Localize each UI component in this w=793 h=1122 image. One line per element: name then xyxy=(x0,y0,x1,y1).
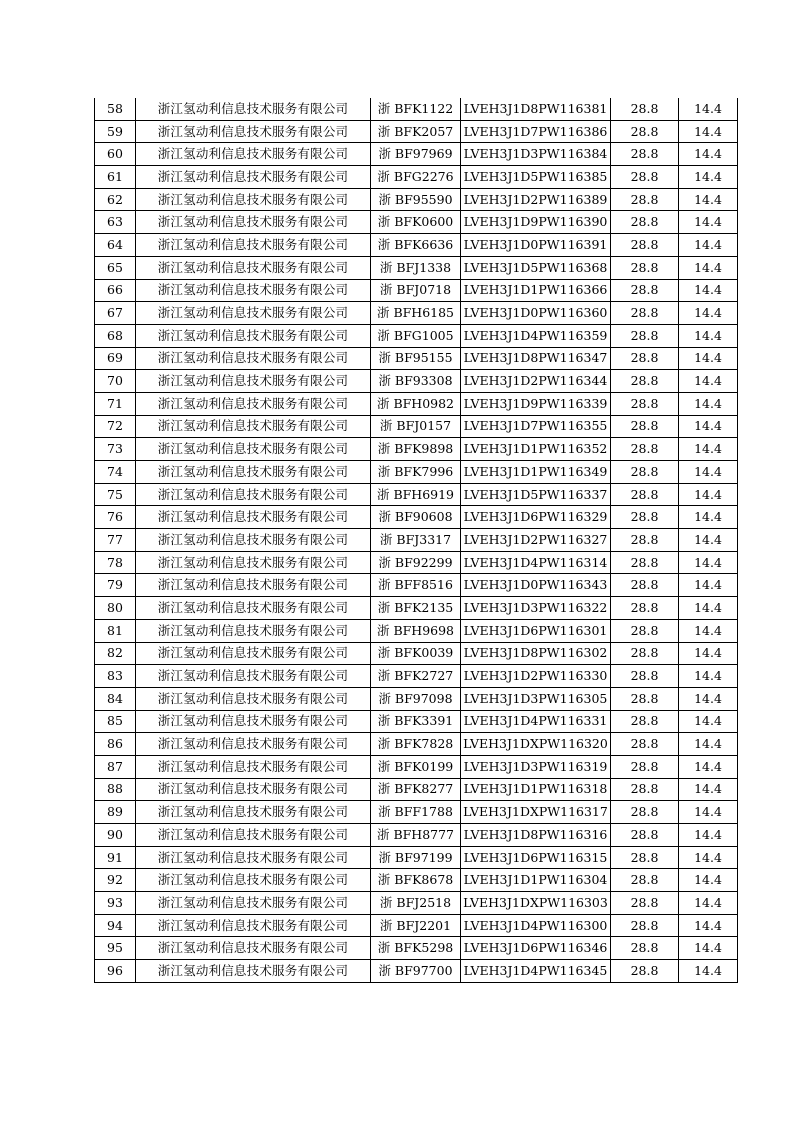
plate-number-cell: 浙 BF90608 xyxy=(371,506,461,529)
row-number-cell: 83 xyxy=(95,665,136,688)
row-number-cell: 89 xyxy=(95,801,136,824)
row-number-cell: 96 xyxy=(95,960,136,983)
table-row xyxy=(95,211,738,234)
value-b-cell: 14.4 xyxy=(679,960,738,983)
table-row xyxy=(95,166,738,189)
vin-cell: LVEH3J1D3PW116384 xyxy=(461,143,611,166)
company-name-cell: 浙江氢动利信息技术服务有限公司 xyxy=(136,415,371,438)
plate-number-cell: 浙 BFH9698 xyxy=(371,619,461,642)
value-a-cell: 28.8 xyxy=(611,166,679,189)
plate-number-cell: 浙 BFJ2201 xyxy=(371,914,461,937)
table-row xyxy=(95,392,738,415)
company-name-cell: 浙江氢动利信息技术服务有限公司 xyxy=(136,256,371,279)
vehicle-table-body xyxy=(95,98,738,982)
company-name-cell: 浙江氢动利信息技术服务有限公司 xyxy=(136,597,371,620)
value-b-cell: 14.4 xyxy=(679,483,738,506)
company-name-cell: 浙江氢动利信息技术服务有限公司 xyxy=(136,892,371,915)
value-a-cell: 28.8 xyxy=(611,551,679,574)
table-row xyxy=(95,438,738,461)
plate-number-cell: 浙 BFK2727 xyxy=(371,665,461,688)
vin-cell: LVEH3J1D2PW116389 xyxy=(461,188,611,211)
plate-number-cell: 浙 BFJ0718 xyxy=(371,279,461,302)
company-name-cell: 浙江氢动利信息技术服务有限公司 xyxy=(136,914,371,937)
row-number-cell: 75 xyxy=(95,483,136,506)
row-number-cell: 80 xyxy=(95,597,136,620)
company-name-cell: 浙江氢动利信息技术服务有限公司 xyxy=(136,665,371,688)
vin-cell: LVEH3J1DXPW116317 xyxy=(461,801,611,824)
company-name-cell: 浙江氢动利信息技术服务有限公司 xyxy=(136,755,371,778)
value-b-cell: 14.4 xyxy=(679,529,738,552)
company-name-cell: 浙江氢动利信息技术服务有限公司 xyxy=(136,551,371,574)
table-row xyxy=(95,778,738,801)
value-a-cell: 28.8 xyxy=(611,687,679,710)
vin-cell: LVEH3J1D8PW116316 xyxy=(461,824,611,847)
row-number-cell: 65 xyxy=(95,256,136,279)
table-row xyxy=(95,324,738,347)
plate-number-cell: 浙 BFK0600 xyxy=(371,211,461,234)
company-name-cell: 浙江氢动利信息技术服务有限公司 xyxy=(136,687,371,710)
company-name-cell: 浙江氢动利信息技术服务有限公司 xyxy=(136,392,371,415)
vin-cell: LVEH3J1D4PW116345 xyxy=(461,960,611,983)
value-b-cell: 14.4 xyxy=(679,892,738,915)
value-b-cell: 14.4 xyxy=(679,778,738,801)
table-row xyxy=(95,529,738,552)
row-number-cell: 61 xyxy=(95,166,136,189)
value-b-cell: 14.4 xyxy=(679,824,738,847)
row-number-cell: 85 xyxy=(95,710,136,733)
value-a-cell: 28.8 xyxy=(611,960,679,983)
value-b-cell: 14.4 xyxy=(679,370,738,393)
vin-cell: LVEH3J1D5PW116385 xyxy=(461,166,611,189)
value-a-cell: 28.8 xyxy=(611,392,679,415)
vin-cell: LVEH3J1D5PW116337 xyxy=(461,483,611,506)
plate-number-cell: 浙 BF92299 xyxy=(371,551,461,574)
value-b-cell: 14.4 xyxy=(679,801,738,824)
row-number-cell: 63 xyxy=(95,211,136,234)
table-row xyxy=(95,143,738,166)
value-a-cell: 28.8 xyxy=(611,143,679,166)
vin-cell: LVEH3J1D4PW116331 xyxy=(461,710,611,733)
vin-cell: LVEH3J1D0PW116360 xyxy=(461,302,611,325)
company-name-cell: 浙江氢动利信息技术服务有限公司 xyxy=(136,529,371,552)
company-name-cell: 浙江氢动利信息技术服务有限公司 xyxy=(136,347,371,370)
table-row xyxy=(95,733,738,756)
value-b-cell: 14.4 xyxy=(679,597,738,620)
row-number-cell: 95 xyxy=(95,937,136,960)
plate-number-cell: 浙 BFK7996 xyxy=(371,461,461,484)
table-row xyxy=(95,960,738,983)
value-a-cell: 28.8 xyxy=(611,415,679,438)
value-a-cell: 28.8 xyxy=(611,324,679,347)
value-a-cell: 28.8 xyxy=(611,892,679,915)
table-row xyxy=(95,347,738,370)
company-name-cell: 浙江氢动利信息技术服务有限公司 xyxy=(136,960,371,983)
vin-cell: LVEH3J1D0PW116391 xyxy=(461,234,611,257)
value-b-cell: 14.4 xyxy=(679,188,738,211)
value-a-cell: 28.8 xyxy=(611,619,679,642)
value-b-cell: 14.4 xyxy=(679,755,738,778)
table-row xyxy=(95,755,738,778)
company-name-cell: 浙江氢动利信息技术服务有限公司 xyxy=(136,234,371,257)
plate-number-cell: 浙 BFK0039 xyxy=(371,642,461,665)
vin-cell: LVEH3J1D6PW116315 xyxy=(461,846,611,869)
row-number-cell: 58 xyxy=(95,98,136,120)
vin-cell: LVEH3J1D6PW116329 xyxy=(461,506,611,529)
row-number-cell: 92 xyxy=(95,869,136,892)
vin-cell: LVEH3J1D0PW116343 xyxy=(461,574,611,597)
value-b-cell: 14.4 xyxy=(679,574,738,597)
company-name-cell: 浙江氢动利信息技术服务有限公司 xyxy=(136,506,371,529)
value-a-cell: 28.8 xyxy=(611,846,679,869)
row-number-cell: 77 xyxy=(95,529,136,552)
value-b-cell: 14.4 xyxy=(679,506,738,529)
row-number-cell: 71 xyxy=(95,392,136,415)
plate-number-cell: 浙 BFK8678 xyxy=(371,869,461,892)
table-row xyxy=(95,415,738,438)
row-number-cell: 67 xyxy=(95,302,136,325)
company-name-cell: 浙江氢动利信息技术服务有限公司 xyxy=(136,937,371,960)
vin-cell: LVEH3J1D1PW116304 xyxy=(461,869,611,892)
table-row xyxy=(95,892,738,915)
table-row xyxy=(95,687,738,710)
value-b-cell: 14.4 xyxy=(679,914,738,937)
value-a-cell: 28.8 xyxy=(611,120,679,143)
plate-number-cell: 浙 BFG2276 xyxy=(371,166,461,189)
value-a-cell: 28.8 xyxy=(611,302,679,325)
vin-cell: LVEH3J1D2PW116327 xyxy=(461,529,611,552)
vin-cell: LVEH3J1D4PW116300 xyxy=(461,914,611,937)
value-b-cell: 14.4 xyxy=(679,710,738,733)
table-row xyxy=(95,801,738,824)
value-a-cell: 28.8 xyxy=(611,438,679,461)
row-number-cell: 87 xyxy=(95,755,136,778)
row-number-cell: 62 xyxy=(95,188,136,211)
value-a-cell: 28.8 xyxy=(611,869,679,892)
company-name-cell: 浙江氢动利信息技术服务有限公司 xyxy=(136,574,371,597)
value-a-cell: 28.8 xyxy=(611,506,679,529)
plate-number-cell: 浙 BFF1788 xyxy=(371,801,461,824)
table-row xyxy=(95,665,738,688)
value-b-cell: 14.4 xyxy=(679,415,738,438)
table-row xyxy=(95,551,738,574)
company-name-cell: 浙江氢动利信息技术服务有限公司 xyxy=(136,211,371,234)
row-number-cell: 69 xyxy=(95,347,136,370)
vin-cell: LVEH3J1D7PW116386 xyxy=(461,120,611,143)
plate-number-cell: 浙 BF95155 xyxy=(371,347,461,370)
company-name-cell: 浙江氢动利信息技术服务有限公司 xyxy=(136,824,371,847)
value-b-cell: 14.4 xyxy=(679,461,738,484)
table-row xyxy=(95,461,738,484)
vin-cell: LVEH3J1D2PW116330 xyxy=(461,665,611,688)
value-b-cell: 14.4 xyxy=(679,166,738,189)
company-name-cell: 浙江氢动利信息技术服务有限公司 xyxy=(136,642,371,665)
vin-cell: LVEH3J1D4PW116359 xyxy=(461,324,611,347)
company-name-cell: 浙江氢动利信息技术服务有限公司 xyxy=(136,438,371,461)
value-b-cell: 14.4 xyxy=(679,234,738,257)
vin-cell: LVEH3J1DXPW116320 xyxy=(461,733,611,756)
table-row xyxy=(95,98,738,120)
value-b-cell: 14.4 xyxy=(679,211,738,234)
vin-cell: LVEH3J1D6PW116301 xyxy=(461,619,611,642)
row-number-cell: 70 xyxy=(95,370,136,393)
table-row xyxy=(95,234,738,257)
row-number-cell: 86 xyxy=(95,733,136,756)
vin-cell: LVEH3J1D1PW116366 xyxy=(461,279,611,302)
plate-number-cell: 浙 BFK2135 xyxy=(371,597,461,620)
table-row xyxy=(95,642,738,665)
value-b-cell: 14.4 xyxy=(679,302,738,325)
plate-number-cell: 浙 BFJ3317 xyxy=(371,529,461,552)
table-row xyxy=(95,574,738,597)
plate-number-cell: 浙 BFK8277 xyxy=(371,778,461,801)
vin-cell: LVEH3J1D3PW116305 xyxy=(461,687,611,710)
company-name-cell: 浙江氢动利信息技术服务有限公司 xyxy=(136,801,371,824)
vin-cell: LVEH3J1D4PW116314 xyxy=(461,551,611,574)
value-a-cell: 28.8 xyxy=(611,710,679,733)
company-name-cell: 浙江氢动利信息技术服务有限公司 xyxy=(136,619,371,642)
plate-number-cell: 浙 BFJ0157 xyxy=(371,415,461,438)
plate-number-cell: 浙 BF95590 xyxy=(371,188,461,211)
plate-number-cell: 浙 BFJ1338 xyxy=(371,256,461,279)
company-name-cell: 浙江氢动利信息技术服务有限公司 xyxy=(136,143,371,166)
row-number-cell: 91 xyxy=(95,846,136,869)
table-row xyxy=(95,279,738,302)
plate-number-cell: 浙 BF97199 xyxy=(371,846,461,869)
value-a-cell: 28.8 xyxy=(611,461,679,484)
vin-cell: LVEH3J1D8PW116347 xyxy=(461,347,611,370)
value-b-cell: 14.4 xyxy=(679,438,738,461)
company-name-cell: 浙江氢动利信息技术服务有限公司 xyxy=(136,869,371,892)
table-row xyxy=(95,619,738,642)
table-row xyxy=(95,370,738,393)
value-b-cell: 14.4 xyxy=(679,120,738,143)
value-b-cell: 14.4 xyxy=(679,256,738,279)
plate-number-cell: 浙 BFH6919 xyxy=(371,483,461,506)
plate-number-cell: 浙 BFK1122 xyxy=(371,98,461,120)
value-b-cell: 14.4 xyxy=(679,665,738,688)
value-b-cell: 14.4 xyxy=(679,98,738,120)
plate-number-cell: 浙 BF97969 xyxy=(371,143,461,166)
table-row xyxy=(95,846,738,869)
value-a-cell: 28.8 xyxy=(611,824,679,847)
table-row xyxy=(95,914,738,937)
value-a-cell: 28.8 xyxy=(611,370,679,393)
row-number-cell: 72 xyxy=(95,415,136,438)
value-a-cell: 28.8 xyxy=(611,733,679,756)
row-number-cell: 74 xyxy=(95,461,136,484)
value-b-cell: 14.4 xyxy=(679,869,738,892)
vin-cell: LVEH3J1D7PW116355 xyxy=(461,415,611,438)
value-b-cell: 14.4 xyxy=(679,347,738,370)
value-b-cell: 14.4 xyxy=(679,642,738,665)
company-name-cell: 浙江氢动利信息技术服务有限公司 xyxy=(136,461,371,484)
value-b-cell: 14.4 xyxy=(679,143,738,166)
vin-cell: LVEH3J1D1PW116352 xyxy=(461,438,611,461)
value-b-cell: 14.4 xyxy=(679,619,738,642)
row-number-cell: 94 xyxy=(95,914,136,937)
value-a-cell: 28.8 xyxy=(611,914,679,937)
vin-cell: LVEH3J1D1PW116318 xyxy=(461,778,611,801)
row-number-cell: 81 xyxy=(95,619,136,642)
plate-number-cell: 浙 BFK9898 xyxy=(371,438,461,461)
plate-number-cell: 浙 BFG1005 xyxy=(371,324,461,347)
row-number-cell: 82 xyxy=(95,642,136,665)
company-name-cell: 浙江氢动利信息技术服务有限公司 xyxy=(136,370,371,393)
vin-cell: LVEH3J1DXPW116303 xyxy=(461,892,611,915)
value-a-cell: 28.8 xyxy=(611,234,679,257)
row-number-cell: 76 xyxy=(95,506,136,529)
plate-number-cell: 浙 BFK2057 xyxy=(371,120,461,143)
vin-cell: LVEH3J1D3PW116322 xyxy=(461,597,611,620)
company-name-cell: 浙江氢动利信息技术服务有限公司 xyxy=(136,188,371,211)
plate-number-cell: 浙 BFK6636 xyxy=(371,234,461,257)
plate-number-cell: 浙 BF93308 xyxy=(371,370,461,393)
company-name-cell: 浙江氢动利信息技术服务有限公司 xyxy=(136,733,371,756)
company-name-cell: 浙江氢动利信息技术服务有限公司 xyxy=(136,279,371,302)
plate-number-cell: 浙 BFH6185 xyxy=(371,302,461,325)
plate-number-cell: 浙 BFH0982 xyxy=(371,392,461,415)
value-a-cell: 28.8 xyxy=(611,211,679,234)
row-number-cell: 93 xyxy=(95,892,136,915)
plate-number-cell: 浙 BFK3391 xyxy=(371,710,461,733)
plate-number-cell: 浙 BFF8516 xyxy=(371,574,461,597)
company-name-cell: 浙江氢动利信息技术服务有限公司 xyxy=(136,302,371,325)
value-b-cell: 14.4 xyxy=(679,279,738,302)
plate-number-cell: 浙 BFJ2518 xyxy=(371,892,461,915)
row-number-cell: 59 xyxy=(95,120,136,143)
value-b-cell: 14.4 xyxy=(679,937,738,960)
company-name-cell: 浙江氢动利信息技术服务有限公司 xyxy=(136,98,371,120)
value-a-cell: 28.8 xyxy=(611,279,679,302)
vin-cell: LVEH3J1D9PW116339 xyxy=(461,392,611,415)
row-number-cell: 68 xyxy=(95,324,136,347)
plate-number-cell: 浙 BFK0199 xyxy=(371,755,461,778)
plate-number-cell: 浙 BF97700 xyxy=(371,960,461,983)
value-a-cell: 28.8 xyxy=(611,188,679,211)
table-row xyxy=(95,824,738,847)
table-row xyxy=(95,506,738,529)
value-b-cell: 14.4 xyxy=(679,551,738,574)
company-name-cell: 浙江氢动利信息技术服务有限公司 xyxy=(136,778,371,801)
row-number-cell: 66 xyxy=(95,279,136,302)
table-row xyxy=(95,256,738,279)
plate-number-cell: 浙 BFH8777 xyxy=(371,824,461,847)
value-b-cell: 14.4 xyxy=(679,392,738,415)
vin-cell: LVEH3J1D3PW116319 xyxy=(461,755,611,778)
row-number-cell: 90 xyxy=(95,824,136,847)
value-b-cell: 14.4 xyxy=(679,324,738,347)
row-number-cell: 78 xyxy=(95,551,136,574)
vin-cell: LVEH3J1D5PW116368 xyxy=(461,256,611,279)
value-a-cell: 28.8 xyxy=(611,574,679,597)
row-number-cell: 73 xyxy=(95,438,136,461)
table-row xyxy=(95,597,738,620)
company-name-cell: 浙江氢动利信息技术服务有限公司 xyxy=(136,166,371,189)
table-row xyxy=(95,188,738,211)
company-name-cell: 浙江氢动利信息技术服务有限公司 xyxy=(136,120,371,143)
value-a-cell: 28.8 xyxy=(611,256,679,279)
value-a-cell: 28.8 xyxy=(611,937,679,960)
company-name-cell: 浙江氢动利信息技术服务有限公司 xyxy=(136,483,371,506)
table-row xyxy=(95,302,738,325)
plate-number-cell: 浙 BF97098 xyxy=(371,687,461,710)
vin-cell: LVEH3J1D8PW116302 xyxy=(461,642,611,665)
value-a-cell: 28.8 xyxy=(611,347,679,370)
value-a-cell: 28.8 xyxy=(611,597,679,620)
value-a-cell: 28.8 xyxy=(611,801,679,824)
vin-cell: LVEH3J1D8PW116381 xyxy=(461,98,611,120)
vin-cell: LVEH3J1D1PW116349 xyxy=(461,461,611,484)
vin-cell: LVEH3J1D2PW116344 xyxy=(461,370,611,393)
value-a-cell: 28.8 xyxy=(611,665,679,688)
row-number-cell: 84 xyxy=(95,687,136,710)
value-b-cell: 14.4 xyxy=(679,846,738,869)
row-number-cell: 64 xyxy=(95,234,136,257)
value-a-cell: 28.8 xyxy=(611,642,679,665)
value-a-cell: 28.8 xyxy=(611,98,679,120)
table-row xyxy=(95,937,738,960)
table-row xyxy=(95,120,738,143)
plate-number-cell: 浙 BFK7828 xyxy=(371,733,461,756)
row-number-cell: 60 xyxy=(95,143,136,166)
value-a-cell: 28.8 xyxy=(611,778,679,801)
value-b-cell: 14.4 xyxy=(679,687,738,710)
row-number-cell: 88 xyxy=(95,778,136,801)
value-a-cell: 28.8 xyxy=(611,483,679,506)
table-row xyxy=(95,869,738,892)
value-a-cell: 28.8 xyxy=(611,529,679,552)
table-row xyxy=(95,710,738,733)
company-name-cell: 浙江氢动利信息技术服务有限公司 xyxy=(136,324,371,347)
company-name-cell: 浙江氢动利信息技术服务有限公司 xyxy=(136,710,371,733)
value-a-cell: 28.8 xyxy=(611,755,679,778)
vin-cell: LVEH3J1D6PW116346 xyxy=(461,937,611,960)
table-row xyxy=(95,483,738,506)
company-name-cell: 浙江氢动利信息技术服务有限公司 xyxy=(136,846,371,869)
vehicle-table xyxy=(94,98,738,983)
plate-number-cell: 浙 BFK5298 xyxy=(371,937,461,960)
value-b-cell: 14.4 xyxy=(679,733,738,756)
vin-cell: LVEH3J1D9PW116390 xyxy=(461,211,611,234)
row-number-cell: 79 xyxy=(95,574,136,597)
